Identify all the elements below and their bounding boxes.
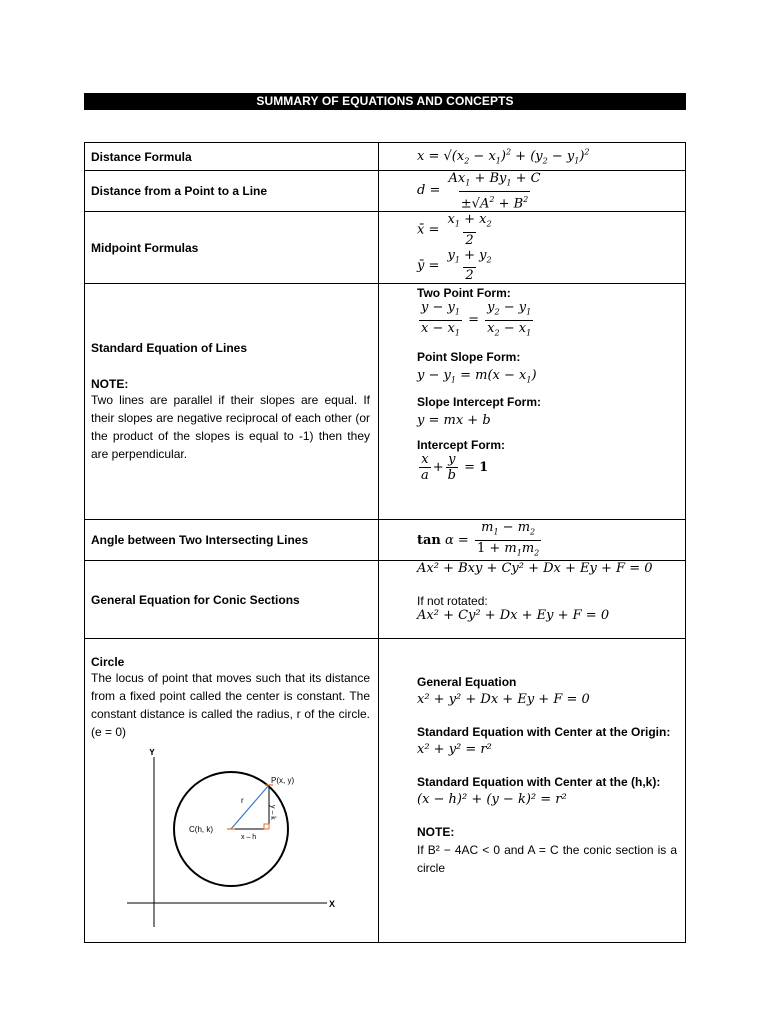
formula-cell-render (379, 143, 686, 171)
intercept-formula: $\frac{x}{a}$ + $\frac{y}{b}$ = 1 (421, 451, 489, 483)
equations-table (84, 142, 686, 943)
circle-description: The locus of point that moves such that its distance from a fixed point called the center is constant. The constant distance is called the radius, r of the circle. (e = 0) (91, 671, 370, 740)
parallel-note: Two lines are parallel if their slopes are equal. If their slopes are negative reciprocal of each other (or the product of the slopes is equal to -1) then they are perpendicular. (91, 392, 370, 461)
x-axis-label: X (329, 899, 336, 910)
page-title: SUMMARY OF EQUATIONS AND CONCEPTS (84, 93, 686, 110)
angle-formula: tan α = $\frac{m_1 - m_2}{1 + m_1m_2}$ (417, 533, 543, 548)
midpoint-x-formula: x̄ = $\frac{x_1 + x_2}{2}$ (417, 211, 492, 248)
table-row (85, 143, 686, 171)
distance-formula: $x = √(x_2 - x_1)^2 + (y_2 - y_1)^2$ (417, 147, 590, 166)
radius-label: r (241, 796, 244, 806)
table-row (85, 284, 686, 520)
row-label: Standard Equation of Lines (91, 340, 248, 355)
table-row (85, 639, 686, 943)
two-point-formula: $\frac{y - y_1}{x - x_1}$ = $\frac{y_2 - y_1}{x_2 - x_1}$ (417, 300, 685, 340)
row-label: Midpoint Formulas (91, 240, 199, 255)
point-slope-label: Point Slope Form: (417, 350, 521, 365)
row-label: General Equation for Conic Sections (91, 592, 300, 607)
y-axis-label: Y (149, 749, 156, 758)
circle-general-formula: x² + y² + Dx + Ey + F = 0 (417, 692, 590, 708)
note-label: NOTE: (91, 376, 129, 391)
vertical-leg-label: y – k (269, 805, 276, 821)
row-label: Angle between Two Intersecting Lines (91, 533, 309, 548)
slope-intercept-label: Slope Intercept Form: (417, 394, 542, 409)
circle-diagram (91, 749, 351, 929)
table-row (85, 561, 686, 639)
conic-general-formula: Ax² + Bxy + Cy² + Dx + Ey + F = 0 (417, 561, 653, 577)
midpoint-y-formula: ȳ = $\frac{y_1 + y_2}{2}$ (417, 247, 492, 284)
two-point-label: Two Point Form: (417, 286, 511, 301)
circle-origin-formula: x² + y² = r² (417, 742, 492, 758)
point-line-formula: d = $\frac{Ax_1 + By_1 + C}{\pm√A^2 + B^2}$ (417, 171, 541, 211)
radius-line (231, 785, 269, 829)
right-angle-marker (264, 824, 269, 829)
row-label-cell (85, 143, 379, 171)
hk-equation-label: Standard Equation with Center at the (h,k): (417, 775, 661, 790)
general-equation-label: General Equation (417, 675, 517, 690)
conic-not-rotated-formula: Ax² + Cy² + Dx + Ey + F = 0 (417, 608, 610, 624)
center-label: C(h, k) (189, 825, 213, 835)
circle-hk-formula: (x − h)² + (y − k)² = r² (417, 792, 567, 808)
point-slope-formula: $y - y_1 = m(x - x_1)$ (417, 368, 537, 385)
point-p-label: P(x, y) (271, 776, 295, 786)
not-rotated-label: If not rotated: (417, 594, 488, 609)
table-row (85, 211, 686, 283)
circle-note-label: NOTE: (417, 825, 455, 840)
table-row (85, 171, 686, 212)
horizontal-leg-label: x – h (241, 834, 257, 842)
circle-note: If B² − 4AC < 0 and A = C the conic section is a circle (417, 843, 677, 876)
table-row (85, 520, 686, 561)
intercept-label: Intercept Form: (417, 437, 506, 452)
row-label: Distance from a Point to a Line (91, 183, 268, 198)
origin-equation-label: Standard Equation with Center at the Origin: (417, 725, 671, 740)
slope-intercept-formula: y = mx + b (417, 412, 491, 428)
circle-label: Circle (91, 655, 125, 670)
row-label: Distance Formula (91, 149, 192, 164)
